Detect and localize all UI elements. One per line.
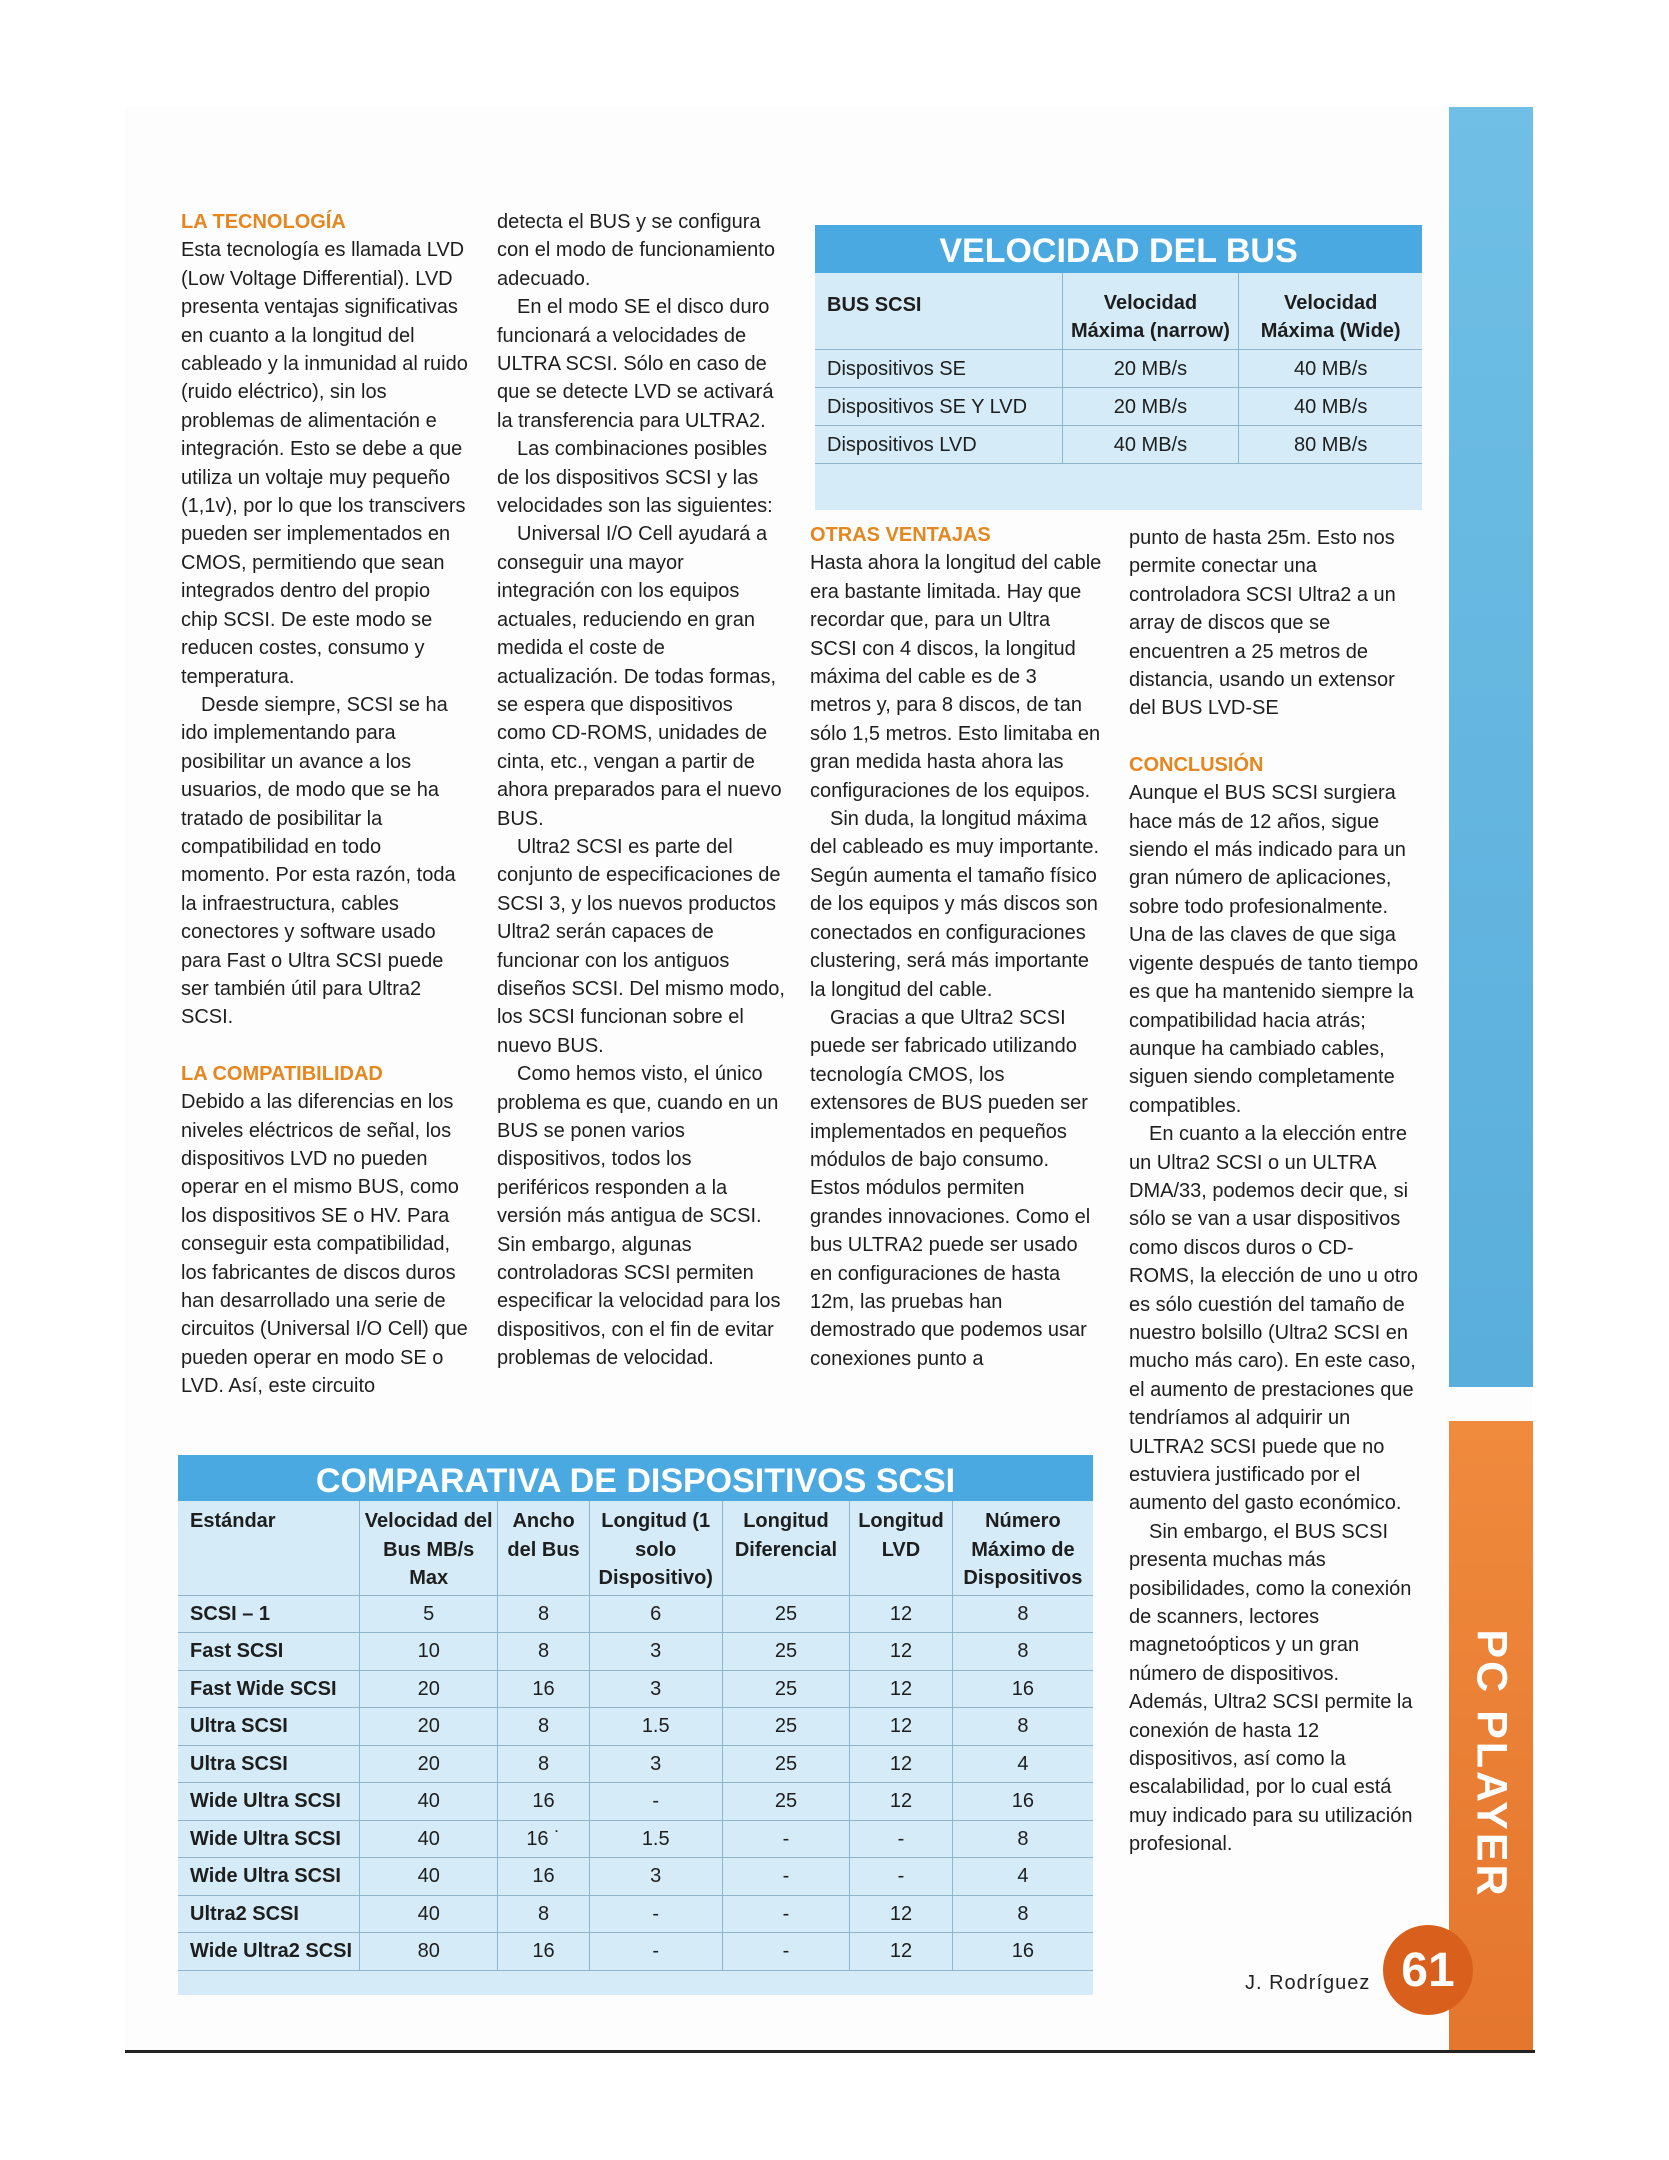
table-cell: 8	[498, 1708, 589, 1746]
table-cell: Dispositivos SE Y LVD	[815, 388, 1062, 426]
table-row	[178, 1783, 1093, 1821]
table-header-row	[815, 273, 1422, 350]
table-cell: 1.5	[589, 1820, 722, 1858]
table-cell: 8	[952, 1820, 1093, 1858]
table-cell: 10	[359, 1633, 498, 1671]
table-cell: Fast Wide SCSI	[178, 1670, 359, 1708]
section-heading: OTRAS VENTAJAS	[810, 524, 991, 546]
table-cell: 12	[850, 1670, 953, 1708]
table-row	[178, 1595, 1093, 1633]
table-cell: 16	[498, 1933, 589, 1971]
table-cell: 3	[589, 1745, 722, 1783]
table-cell: 16	[498, 1670, 589, 1708]
table-cell: 25	[722, 1595, 849, 1633]
table-cell: 8	[952, 1595, 1093, 1633]
section-heading: CONCLUSIÓN	[1129, 753, 1264, 776]
table-cell: 80 MB/s	[1239, 426, 1422, 464]
paragraph: Universal I/O Cell ayudará a conseguir una mayor integración con los equipos actuales, reduciendo en gran medida el coste de actualización. De todas formas, se espera que dispositivos como CD-ROMS, unidades de cinta, etc., vengan a partir de ahora preparados para el nuevo BUS.	[497, 523, 782, 830]
text-column-4	[1129, 524, 1419, 1859]
table-cell: 20	[359, 1670, 498, 1708]
table-cell: 12	[850, 1745, 953, 1783]
column-header: Ancho del Bus	[498, 1501, 589, 1595]
table-cell: -	[850, 1820, 953, 1858]
paragraph: Ultra2 SCSI es parte del conjunto de especificaciones de SCSI 3, y los nuevos productos Ultra2 serán capaces de funcionar con los antiguos diseños SCSI. Del mismo modo, los SCSI funcionan sobre el nuevo BUS.	[497, 835, 785, 1057]
paragraph: Debido a las diferencias en los niveles eléctricos de señal, los dispositivos LVD no pueden operar en el mismo BUS, como los dispositivos SE o HV. Para conseguir esta compatibilidad, los fabricantes de discos duros han desarrollado una serie de circuitos (Universal I/O Cell) que pueden operar en modo SE o LVD. Así, este circuito	[181, 1091, 468, 1398]
table-cell: SCSI – 1	[178, 1595, 359, 1633]
table-cell: 3	[589, 1858, 722, 1896]
scsi-table-title: COMPARATIVA DE DISPOSITIVOS SCSI	[178, 1455, 1093, 1501]
bus-speed-table	[815, 225, 1422, 510]
column-header: Longitud LVD	[850, 1501, 953, 1595]
table-row	[178, 1745, 1093, 1783]
table-row	[815, 388, 1422, 426]
paragraph: Desde siempre, SCSI se ha ido implementando para posibilitar un avance a los usuarios, de modo que se ha tratado de posibilitar la compatibilidad en todo momento. Por esta razón, toda la infraestructura, cables conectores y software usado para Fast o Ultra SCSI puede ser también útil para Ultra2 SCSI.	[181, 693, 456, 1029]
table-cell: 25	[722, 1745, 849, 1783]
table-cell: 16	[498, 1783, 589, 1821]
table-cell: 20	[359, 1745, 498, 1783]
column-header: Longitud (1 solo Dispositivo)	[589, 1501, 722, 1595]
table-cell: 40	[359, 1783, 498, 1821]
column-header: Longitud Diferencial	[722, 1501, 849, 1595]
table-cell: -	[589, 1895, 722, 1933]
table-cell: 4	[952, 1745, 1093, 1783]
table-cell: 25	[722, 1783, 849, 1821]
paragraph: En cuanto a la elección entre un Ultra2 SCSI o un ULTRA DMA/33, podemos decir que, si sólo se van a usar dispositivos como discos duros o CD-ROMS, la elección de uno u otro es sólo cuestión del tamaño de nuestro bolsillo (Ultra2 SCSI en mucho más caro). En este caso, el aumento de prestaciones que tendríamos al adquirir un ULTRA2 SCSI puede que no estuviera justificado por el aumento del gasto económico.	[1129, 1123, 1419, 1515]
paragraph: Sin embargo, el BUS SCSI presenta muchas más posibilidades, como la conexión de scanners, lectores magnetoópticos y un gran número de dispositivos. Además, Ultra2 SCSI permite la conexión de hasta 12 dispositivos, así como la escalabilidad, por lo cual está muy indicado para su utilización profesional.	[1129, 1520, 1413, 1856]
page-number: 61	[1383, 1925, 1473, 2015]
table-cell: 1.5	[589, 1708, 722, 1746]
side-rail-blue	[1449, 107, 1533, 1387]
table-cell: 40 MB/s	[1239, 350, 1422, 388]
table-cell: Fast SCSI	[178, 1633, 359, 1671]
table-cell: 8	[498, 1745, 589, 1783]
paragraph: Como hemos visto, el único problema es que, cuando en un BUS se ponen varios dispositivos, todos los periféricos responden a la versión más antigua de SCSI. Sin embargo, algunas controladoras SCSI permiten especificar la velocidad para los dispositivos, con el fin de evitar problemas de velocidad.	[497, 1063, 781, 1370]
bottom-rule	[125, 2050, 1535, 2053]
table-cell: -	[722, 1933, 849, 1971]
table-row	[178, 1633, 1093, 1671]
table-cell: 3	[589, 1670, 722, 1708]
table-cell: 16	[952, 1670, 1093, 1708]
spacer	[1129, 723, 1419, 751]
table-cell: 8	[952, 1633, 1093, 1671]
table-cell: -	[589, 1783, 722, 1821]
author-byline: J. Rodríguez	[1245, 1972, 1371, 1994]
table-cell: 25	[722, 1708, 849, 1746]
column-header: Velocidad del Bus MB/s Max	[359, 1501, 498, 1595]
table-cell: 6	[589, 1595, 722, 1633]
column-header: Número Máximo de Dispositivos	[952, 1501, 1093, 1595]
table-cell: Wide Ultra2 SCSI	[178, 1933, 359, 1971]
table-cell: 40 MB/s	[1062, 426, 1239, 464]
column-header: BUS SCSI	[815, 273, 1062, 350]
table-cell: 40	[359, 1820, 498, 1858]
paragraph: Esta tecnología es llamada LVD (Low Voltage Differential). LVD presenta ventajas significativas en cuanto a la longitud del cableado y la inmunidad al ruido (ruido eléctrico), sin los problemas de alimentación e integración. Esto se debe a que utiliza un voltaje muy pequeño (1,1v), por lo que los transcivers pueden ser implementados en CMOS, permitiendo que sean integrados dentro del propio chip SCSI. De este modo se reducen costes, consumo y temperatura.	[181, 239, 468, 688]
table-cell: 25	[722, 1633, 849, 1671]
table-cell: Dispositivos LVD	[815, 426, 1062, 464]
table-cell: 12	[850, 1595, 953, 1633]
table-cell: 8	[498, 1895, 589, 1933]
table-row	[178, 1820, 1093, 1858]
table-cell: 16	[952, 1933, 1093, 1971]
paragraph: Hasta ahora la longitud del cable era bastante limitada. Hay que recordar que, para un Ultra SCSI con 4 discos, la longitud máxima del cable es de 3 metros y, para 8 discos, de tan sólo 1,5 metros. Esto limitaba en gran medida hasta ahora las configuraciones de los equipos.	[810, 552, 1102, 802]
table-cell: Wide Ultra SCSI	[178, 1858, 359, 1896]
table-cell: Ultra SCSI	[178, 1708, 359, 1746]
table-header-row	[178, 1501, 1093, 1595]
table-cell: 8	[952, 1708, 1093, 1746]
table-cell: 20 MB/s	[1062, 350, 1239, 388]
table-row	[815, 350, 1422, 388]
table-cell: 8	[498, 1633, 589, 1671]
table-cell: 4	[952, 1858, 1093, 1896]
table-cell: 20 MB/s	[1062, 388, 1239, 426]
paragraph: Aunque el BUS SCSI surgiera hace más de 12 años, sigue siendo el más indicado para un gran número de aplicaciones, sobre todo profesionalmente. Una de las claves de que siga vigente después de tanto tiempo es que ha mantenido siempre la compatibilidad hacia atrás; aunque ha cambiado cables, siguen siendo completamente compatibles.	[1129, 782, 1419, 1117]
table-cell: Wide Ultra SCSI	[178, 1820, 359, 1858]
scsi-comparison-table	[178, 1455, 1093, 1995]
table-cell: 25	[722, 1670, 849, 1708]
text-column-3	[810, 521, 1102, 1373]
table-row	[178, 1670, 1093, 1708]
section-heading: LA TECNOLOGÍA	[181, 211, 346, 233]
table-cell: 12	[850, 1633, 953, 1671]
table-cell: 12	[850, 1783, 953, 1821]
section-heading: LA COMPATIBILIDAD	[181, 1062, 383, 1085]
table-cell: Ultra2 SCSI	[178, 1895, 359, 1933]
table-cell: 40	[359, 1858, 498, 1896]
table-cell: 5	[359, 1595, 498, 1633]
table-cell: Wide Ultra SCSI	[178, 1783, 359, 1821]
column-header: Estándar	[178, 1501, 359, 1595]
bus-table-title: VELOCIDAD DEL BUS	[815, 225, 1422, 273]
table-cell: 16	[952, 1783, 1093, 1821]
paragraph: Gracias a que Ultra2 SCSI puede ser fabricado utilizando tecnología CMOS, los extensores de BUS pueden ser implementados en pequeños módulos de bajo consumo. Estos módulos permiten grandes innovaciones. Como el bus ULTRA2 puede ser usado en configuraciones de hasta 12m, las pruebas han demostrado que podemos usar conexiones punto a	[810, 1006, 1091, 1370]
table-cell: -	[722, 1820, 849, 1858]
table-cell: 80	[359, 1933, 498, 1971]
table-cell: 3	[589, 1633, 722, 1671]
paragraph: Las combinaciones posibles de los dispositivos SCSI y las velocidades son las siguientes:	[497, 438, 773, 518]
table-cell: 40	[359, 1895, 498, 1933]
table-cell: 8	[498, 1595, 589, 1633]
spacer	[181, 1032, 471, 1060]
paragraph: Sin duda, la longitud máxima del cableado es muy importante. Según aumenta el tamaño físico de los equipos y más discos son conectados en configuraciones clustering, será más importante la longitud del cable.	[810, 808, 1100, 1001]
text-column-1	[181, 208, 471, 1401]
column-header: Velocidad Máxima (Wide)	[1239, 273, 1422, 350]
magazine-name: PC PLAYER	[1467, 1629, 1516, 1899]
table-row	[178, 1895, 1093, 1933]
table-cell: Ultra SCSI	[178, 1745, 359, 1783]
table-cell: 12	[850, 1895, 953, 1933]
table-cell: 12	[850, 1708, 953, 1746]
paragraph: punto de hasta 25m. Esto nos permite conectar una controladora SCSI Ultra2 a un array de discos que se encuentren a 25 metros de distancia, usando un extensor del BUS LVD-SE	[1129, 527, 1396, 720]
table-row	[178, 1708, 1093, 1746]
table-cell: 40 MB/s	[1239, 388, 1422, 426]
table-row	[178, 1858, 1093, 1896]
table-row	[178, 1933, 1093, 1971]
table-row	[815, 426, 1422, 464]
table-cell: 12	[850, 1933, 953, 1971]
paragraph: En el modo SE el disco duro funcionará a velocidades de ULTRA SCSI. Sólo en caso de que se detecte LVD se activará la transferencia para ULTRA2.	[497, 296, 774, 432]
table-cell: -	[722, 1858, 849, 1896]
table-cell: -	[722, 1895, 849, 1933]
column-header: Velocidad Máxima (narrow)	[1062, 273, 1239, 350]
table-cell: -	[850, 1858, 953, 1896]
table-cell: Dispositivos SE	[815, 350, 1062, 388]
table-cell: 16	[498, 1858, 589, 1896]
table-cell: 16 ˙	[498, 1820, 589, 1858]
paragraph: detecta el BUS y se configura con el modo de funcionamiento adecuado.	[497, 211, 775, 290]
table-cell: -	[589, 1933, 722, 1971]
table-cell: 8	[952, 1895, 1093, 1933]
table-cell: 20	[359, 1708, 498, 1746]
text-column-2	[497, 208, 787, 1373]
